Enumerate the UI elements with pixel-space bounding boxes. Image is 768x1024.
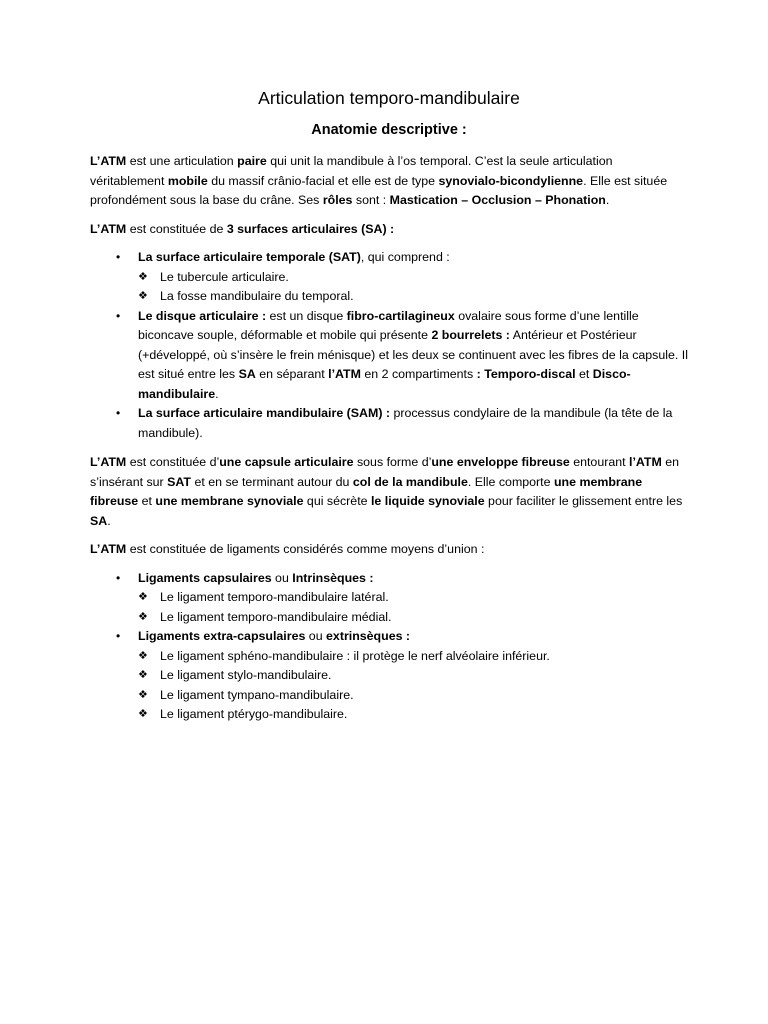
bullet-icon: •	[116, 570, 121, 585]
sublist-item: ❖ La fosse mandibulaire du temporal.	[138, 287, 688, 307]
extracapsular-sublist	[138, 647, 688, 725]
bullet-icon: •	[116, 406, 121, 420]
bullet-icon: •	[116, 629, 121, 643]
sublist-item: ❖ Le tubercule articulaire.	[138, 268, 688, 288]
list-item-disc: • Le disque articulaire : est un disque fibro-cartilagineux ovalaire sous forme d’une lentille biconcave souple, déformable et mobile qui présente 2 bourrelets : Antérieur et Postérieur (+développé, où s’insère le frein ménisque) et les deux se continuent avec les fibres de la capsule. Il est situé entre les SA en séparant l’ATM en 2 compartiments : Temporo-discal et Disco-mandibulaire.	[116, 308, 688, 401]
sublist-item: ❖ Le ligament ptérygo-mandibulaire.	[138, 705, 688, 725]
bullet-icon: •	[116, 308, 121, 323]
paragraph-ligaments: L’ATM est constituée de ligaments considérés comme moyens d’union :	[90, 542, 485, 556]
ligaments-list	[90, 569, 688, 725]
document-title: Articulation temporo-mandibulaire	[258, 88, 520, 108]
diamond-bullet-icon: ❖	[138, 290, 148, 302]
list-item-sat: • La surface articulaire temporale (SAT), qui comprend : ❖ Le tubercule articulaire. ❖ La fosse mandibulaire du temporal.	[90, 248, 688, 307]
list-item-sam: • La surface articulaire mandibulaire (SAM) : processus condylaire de la mandibule (la tête de la mandibule).	[116, 406, 673, 440]
paragraph-surfaces: L’ATM est constituée de 3 surfaces articulaires (SA) :	[90, 221, 395, 236]
bullet-icon: •	[116, 250, 121, 264]
capsular-sublist	[138, 588, 688, 627]
paragraph-intro: L’ATM est une articulation paire qui unit la mandibule à l’os temporal. C’est la seule articulation véritablement mobile du massif crânio-facial et elle est de type synovialo-bicondylienne. Elle est située profondément sous la base du crâne. Ses rôles sont : Mastication – Occlusion – Phonation.	[90, 154, 668, 207]
paragraph-capsule: L’ATM est constituée d’une capsule articulaire sous forme d’une enveloppe fibreuse entourant l’ATM en s’insérant sur SAT et en se terminant autour du col de la mandibule. Elle comporte une membrane fibreuse et une membrane synoviale qui sécrète le liquide synoviale pour faciliter le glissement entre les SA.	[90, 455, 683, 528]
diamond-bullet-icon: ❖	[138, 610, 148, 623]
sublist-item: ❖ Le ligament tympano-mandibulaire.	[138, 686, 688, 706]
sublist-item: ❖ Le ligament temporo-mandibulaire latéral.	[138, 588, 688, 608]
section-heading: Anatomie descriptive :	[311, 122, 467, 138]
surfaces-list	[90, 248, 688, 443]
list-item-capsular: • Ligaments capsulaires ou Intrinsèques : ❖ Le ligament temporo-mandibulaire latéral. ❖ Le ligament temporo-mandibulaire médial.	[90, 569, 688, 628]
diamond-bullet-icon: ❖	[138, 688, 148, 701]
sat-sublist	[138, 268, 688, 307]
diamond-bullet-icon: ❖	[138, 649, 148, 662]
diamond-bullet-icon: ❖	[138, 591, 148, 603]
list-item-extracapsular: • Ligaments extra-capsulaires ou extrinsèques : ❖ Le ligament sphéno-mandibulaire : il protège le nerf alvéolaire inférieur. ❖ Le ligament stylo-mandibulaire. ❖ Le ligament tympano-mandibulaire. ❖ Le ligament ptérygo-mandibulaire.	[90, 627, 688, 725]
sublist-item: ❖ Le ligament temporo-mandibulaire médial.	[138, 608, 688, 628]
diamond-bullet-icon: ❖	[138, 669, 148, 681]
diamond-bullet-icon: ❖	[138, 708, 148, 720]
diamond-bullet-icon: ❖	[138, 270, 148, 283]
sublist-item: ❖ Le ligament sphéno-mandibulaire : il protège le nerf alvéolaire inférieur.	[138, 647, 688, 667]
sublist-item: ❖ Le ligament stylo-mandibulaire.	[138, 666, 688, 686]
